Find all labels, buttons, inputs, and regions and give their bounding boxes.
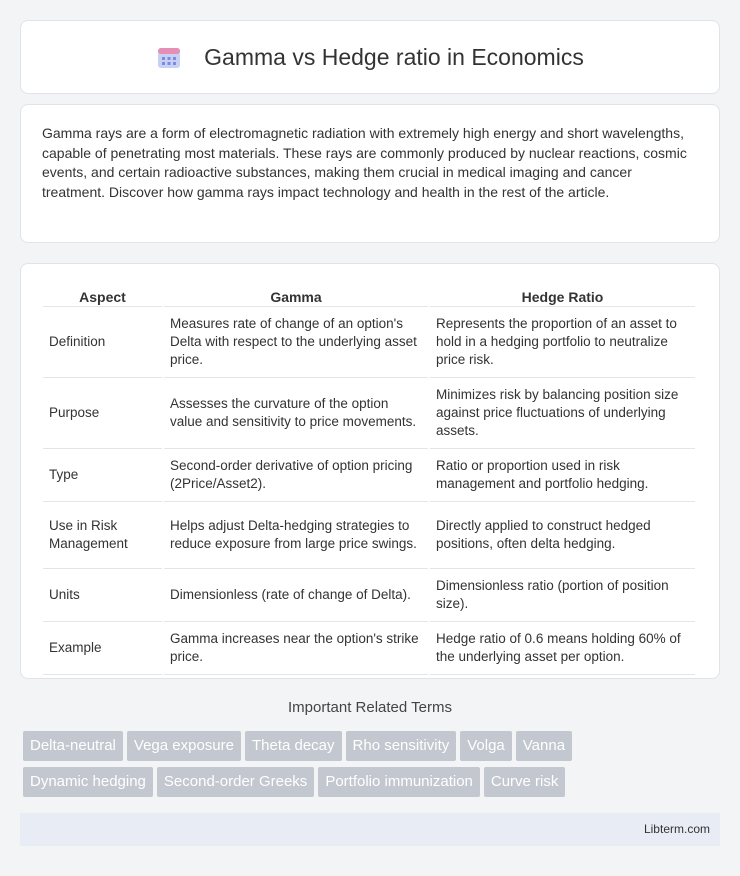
- cell-hedge-ratio: Hedge ratio of 0.6 means holding 60% of the underlying asset per option.: [430, 622, 695, 675]
- table-row: [43, 449, 695, 502]
- related-term-tag[interactable]: Dynamic hedging: [23, 767, 153, 797]
- intro-text: Gamma rays are a form of electromagnetic radiation with extremely high energy and short wavelengths, capable of penetrating most materials. These rays are commonly produced by nuclear reactions, cosmic events, and certain radioactive substances, making them crucial in medical imaging and cancer treatment. Discover how gamma rays impact technology and health in the rest of the article.: [42, 125, 687, 200]
- cell-aspect: Use in Risk Management: [43, 502, 162, 569]
- footer: [20, 813, 720, 846]
- table-row: [43, 307, 695, 378]
- related-term-tag[interactable]: Vega exposure: [127, 731, 241, 761]
- comparison-table: [41, 284, 697, 675]
- cell-hedge-ratio: Directly applied to construct hedged positions, often delta hedging.: [430, 502, 695, 569]
- calendar-grid-icon: [156, 44, 182, 70]
- related-term-tag[interactable]: Theta decay: [245, 731, 342, 761]
- related-terms-tags: [23, 731, 723, 803]
- table-row: [43, 378, 695, 449]
- cell-aspect: Example: [43, 622, 162, 675]
- cell-aspect: Type: [43, 449, 162, 502]
- table-row: [43, 622, 695, 675]
- related-term-tag[interactable]: Delta-neutral: [23, 731, 123, 761]
- cell-hedge-ratio: Ratio or proportion used in risk management and portfolio hedging.: [430, 449, 695, 502]
- cell-hedge-ratio: Represents the proportion of an asset to hold in a hedging portfolio to neutralize price risk.: [430, 307, 695, 378]
- table-header-row: [43, 284, 695, 307]
- intro-card: [20, 104, 720, 243]
- related-term-tag[interactable]: Volga: [460, 731, 512, 761]
- comparison-table-card: [20, 263, 720, 679]
- header-card: [20, 20, 720, 94]
- table-row: [43, 569, 695, 622]
- column-header-gamma: Gamma: [164, 284, 428, 307]
- page-title: Gamma vs Hedge ratio in Economics: [204, 43, 584, 70]
- related-terms-title: Important Related Terms: [288, 699, 452, 716]
- footer-site-link[interactable]: Libterm.com: [643, 822, 710, 836]
- related-term-tag[interactable]: Second-order Greeks: [157, 767, 314, 797]
- cell-gamma: Dimensionless (rate of change of Delta).: [164, 569, 428, 622]
- column-header-hedge-ratio: Hedge Ratio: [430, 284, 695, 307]
- cell-gamma: Gamma increases near the option's strike price.: [164, 622, 428, 675]
- cell-hedge-ratio: Dimensionless ratio (portion of position size).: [430, 569, 695, 622]
- cell-gamma: Measures rate of change of an option's Delta with respect to the underlying asset price.: [164, 307, 428, 378]
- cell-gamma: Helps adjust Delta-hedging strategies to reduce exposure from large price swings.: [164, 502, 428, 569]
- cell-gamma: Second-order derivative of option pricing (2Price/Asset2).: [164, 449, 428, 502]
- related-term-tag[interactable]: Curve risk: [484, 767, 566, 797]
- table-row: [43, 502, 695, 569]
- related-term-tag[interactable]: Vanna: [516, 731, 572, 761]
- related-term-tag[interactable]: Portfolio immunization: [318, 767, 480, 797]
- cell-aspect: Purpose: [43, 378, 162, 449]
- related-term-tag[interactable]: Rho sensitivity: [346, 731, 457, 761]
- cell-aspect: Definition: [43, 307, 162, 378]
- column-header-aspect: Aspect: [43, 284, 162, 307]
- cell-aspect: Units: [43, 569, 162, 622]
- cell-hedge-ratio: Minimizes risk by balancing position size against price fluctuations of underlying assets.: [430, 378, 695, 449]
- cell-gamma: Assesses the curvature of the option value and sensitivity to price movements.: [164, 378, 428, 449]
